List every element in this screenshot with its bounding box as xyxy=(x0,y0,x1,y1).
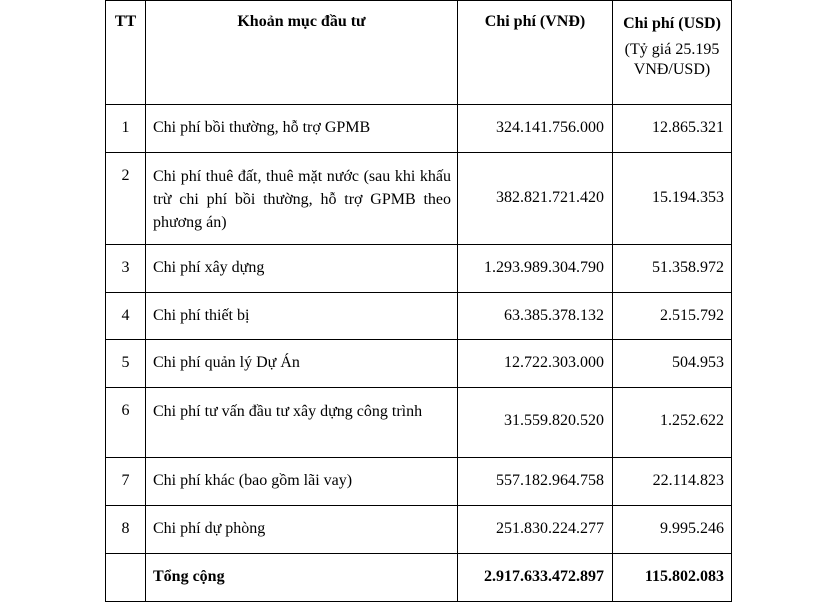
row-tt: 3 xyxy=(106,245,146,293)
investment-cost-table xyxy=(105,0,732,602)
table-row xyxy=(106,458,732,506)
total-tt xyxy=(106,554,146,602)
row-cost-usd: 15.194.353 xyxy=(613,153,732,245)
row-item: Chi phí bồi thường, hỗ trợ GPMB xyxy=(146,105,458,153)
header-item: Khoản mục đầu tư xyxy=(146,1,458,105)
exchange-rate-line1: (Tỷ giá 25.195 xyxy=(624,41,720,58)
row-item: Chi phí khác (bao gồm lãi vay) xyxy=(146,458,458,506)
row-cost-usd: 12.865.321 xyxy=(613,105,732,153)
row-cost-vnd: 557.182.964.758 xyxy=(458,458,613,506)
table-row xyxy=(106,388,732,458)
total-label: Tổng cộng xyxy=(146,554,458,602)
row-item: Chi phí thuê đất, thuê mặt nước (sau khi khấu trừ chi phí bồi thường, hỗ trợ GPMB theo phương án) xyxy=(146,153,458,245)
row-item: Chi phí dự phòng xyxy=(146,506,458,554)
row-cost-usd: 22.114.823 xyxy=(613,458,732,506)
table-row xyxy=(106,340,732,388)
row-cost-vnd: 324.141.756.000 xyxy=(458,105,613,153)
table-row xyxy=(106,245,732,293)
total-cost-usd: 115.802.083 xyxy=(613,554,732,602)
table-row xyxy=(106,506,732,554)
row-cost-vnd: 1.293.989.304.790 xyxy=(458,245,613,293)
row-cost-vnd: 382.821.721.420 xyxy=(458,153,613,245)
row-item: Chi phí quản lý Dự Án xyxy=(146,340,458,388)
header-row xyxy=(106,1,732,105)
row-tt: 8 xyxy=(106,506,146,554)
exchange-rate-note xyxy=(613,40,731,80)
row-item: Chi phí xây dựng xyxy=(146,245,458,293)
row-tt: 1 xyxy=(106,105,146,153)
header-tt: TT xyxy=(106,1,146,105)
table-row xyxy=(106,105,732,153)
header-cost-usd-label: Chi phí (USD) xyxy=(623,15,721,32)
row-cost-usd: 2.515.792 xyxy=(613,293,732,340)
total-cost-vnd: 2.917.633.472.897 xyxy=(458,554,613,602)
row-cost-vnd: 12.722.303.000 xyxy=(458,340,613,388)
row-cost-vnd: 63.385.378.132 xyxy=(458,293,613,340)
table-row xyxy=(106,153,732,245)
row-cost-vnd: 251.830.224.277 xyxy=(458,506,613,554)
row-cost-usd: 504.953 xyxy=(613,340,732,388)
row-cost-usd: 9.995.246 xyxy=(613,506,732,554)
row-item: Chi phí thiết bị xyxy=(146,293,458,340)
row-tt: 6 xyxy=(106,388,146,458)
row-cost-usd: 51.358.972 xyxy=(613,245,732,293)
exchange-rate-line2: VNĐ/USD) xyxy=(633,61,711,78)
header-cost-vnd: Chi phí (VNĐ) xyxy=(458,1,613,105)
row-item: Chi phí tư vấn đầu tư xây dựng công trình xyxy=(146,388,458,458)
row-tt: 7 xyxy=(106,458,146,506)
row-tt: 5 xyxy=(106,340,146,388)
row-cost-usd: 1.252.622 xyxy=(613,388,732,458)
row-tt: 2 xyxy=(106,153,146,245)
total-row xyxy=(106,554,732,602)
row-cost-vnd: 31.559.820.520 xyxy=(458,388,613,458)
row-tt: 4 xyxy=(106,293,146,340)
table-row xyxy=(106,293,732,340)
header-cost-usd xyxy=(613,1,732,105)
